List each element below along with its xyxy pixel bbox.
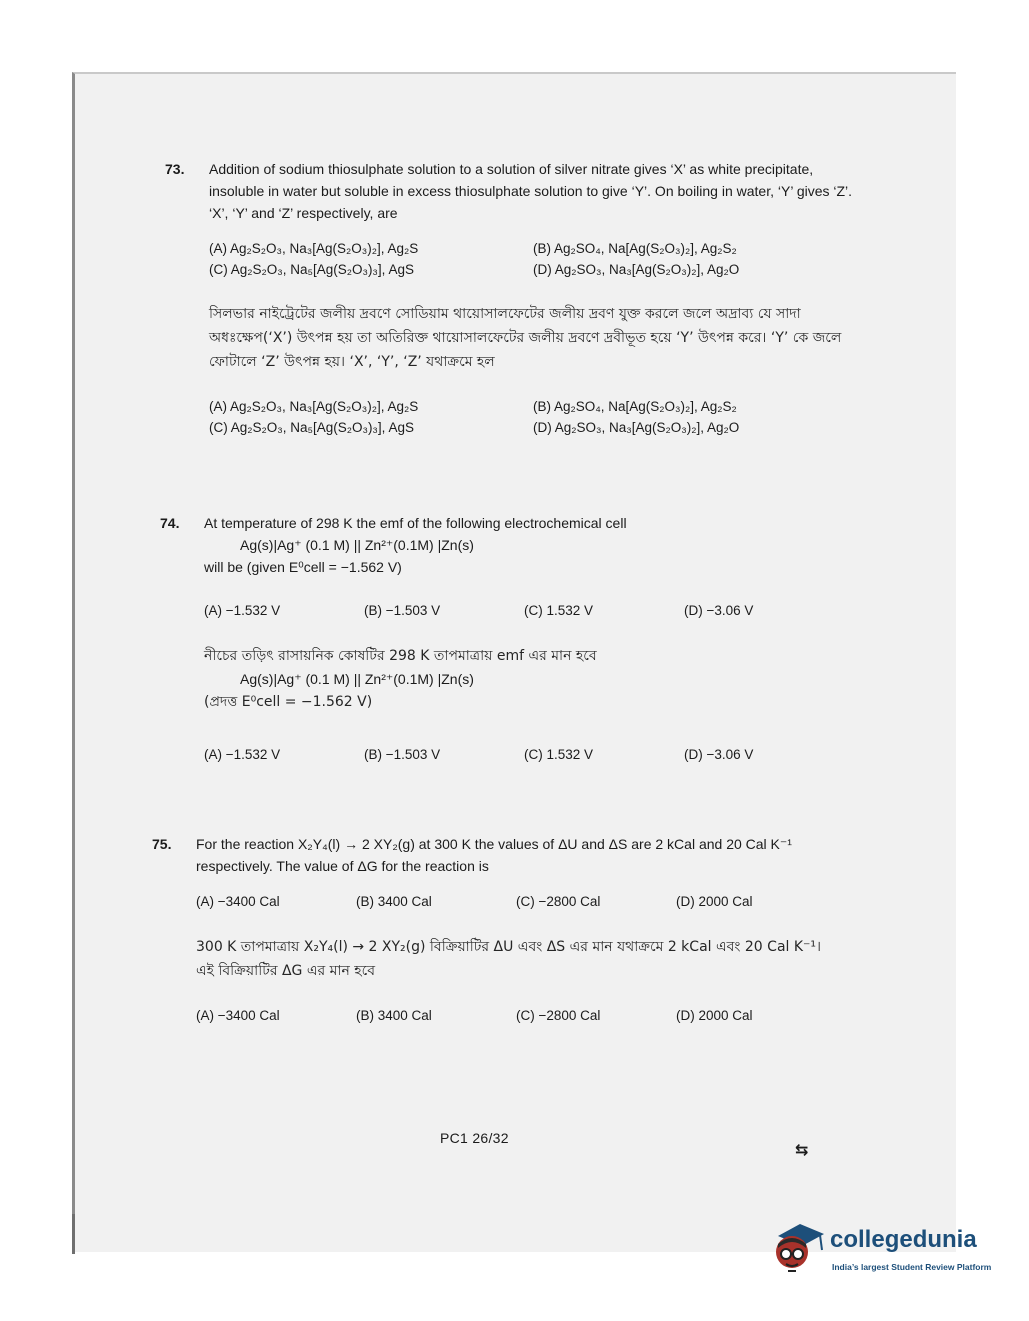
option-b-bn: (B) Ag₂SO₄, Na[Ag(S₂O₃)₂], Ag₂S₂ <box>533 399 737 414</box>
question-stem-en: For the reaction X₂Y₄(l) → 2 XY₂(g) at 300 K the values of ΔU and ΔS are 2 kCal and 20 Cal K⁻¹ respectively. The value of ΔG for the reaction is <box>196 836 792 874</box>
page-fold <box>72 1214 86 1254</box>
question-stem-bn: নীচের তড়িৎ রাসায়নিক কোষটির 298 K তাপমাত্রায় emf এর মান হবে <box>204 648 597 664</box>
question-74 <box>160 512 850 766</box>
question-stem-bn: 300 K তাপমাত্রায় X₂Y₄(l) → 2 XY₂(g) বিক্রিয়াটির ΔU এবং ΔS এর মান যথাক্রমে 2 kCal এবং 20 Cal K⁻¹। এই বিক্রিয়াটির ΔG এর মান হবে <box>196 939 822 979</box>
option-a: (A) −3400 Cal <box>196 894 280 909</box>
option-d-bn: (D) −3.06 V <box>684 747 754 762</box>
question-73 <box>165 158 855 438</box>
option-a-bn: (A) −3400 Cal <box>196 1008 280 1023</box>
options-bn <box>196 1005 842 1027</box>
option-b: (B) −1.503 V <box>364 603 441 618</box>
option-d: (D) −3.06 V <box>684 603 754 618</box>
option-b: (B) 3400 Cal <box>356 894 432 909</box>
option-c: (C) −2800 Cal <box>516 894 601 909</box>
option-c-bn: (C) Ag₂S₂O₃, Na₅[Ag(S₂O₃)₃], AgS <box>209 420 414 435</box>
option-a-bn: (A) Ag₂S₂O₃, Na₃[Ag(S₂O₃)₂], Ag₂S <box>209 399 419 414</box>
options-bn <box>209 396 855 438</box>
brand-logo[interactable] <box>770 1218 1000 1282</box>
option-c-bn: (C) 1.532 V <box>524 747 594 762</box>
page-mark: ⇆ <box>795 1142 809 1159</box>
question-number: 75. <box>152 836 172 852</box>
options-bn <box>204 744 850 766</box>
option-a-bn: (A) −1.532 V <box>204 747 281 762</box>
option-d: (D) Ag₂SO₃, Na₃[Ag(S₂O₃)₂], Ag₂O <box>533 262 740 277</box>
option-b-bn: (B) −1.503 V <box>364 747 441 762</box>
question-stem-en: Addition of sodium thiosulphate solution to a solution of silver nitrate gives ‘X’ as white precipitate, insoluble in water but soluble in excess thiosulphate solution to give ‘Y’. On boiling in water, ‘Y’ gives ‘Z’. ‘X’, ‘Y’ and ‘Z’ respectively, are <box>209 161 853 221</box>
cell-notation: Ag(s)|Ag⁺ (0.1 M) || Zn²⁺(0.1M) |Zn(s) <box>240 537 474 553</box>
question-75 <box>152 833 842 1027</box>
option-d-bn: (D) Ag₂SO₃, Na₃[Ag(S₂O₃)₂], Ag₂O <box>533 420 740 435</box>
given-value-bn: (প্রদত্ত E⁰cell = −1.562 V) <box>204 694 373 710</box>
cell-notation-bn: Ag(s)|Ag⁺ (0.1 M) || Zn²⁺(0.1M) |Zn(s) <box>240 671 474 687</box>
option-d: (D) 2000 Cal <box>676 894 753 909</box>
brand-name: collegedunia <box>830 1226 977 1253</box>
question-number: 73. <box>165 161 185 177</box>
options-en <box>209 238 855 280</box>
option-a: (A) Ag₂S₂O₃, Na₃[Ag(S₂O₃)₂], Ag₂S <box>209 241 419 256</box>
options-en <box>196 891 842 913</box>
option-a: (A) −1.532 V <box>204 603 281 618</box>
option-b-bn: (B) 3400 Cal <box>356 1008 432 1023</box>
option-c-bn: (C) −2800 Cal <box>516 1008 601 1023</box>
question-number: 74. <box>160 515 180 531</box>
question-stem-bn: সিলভার নাইট্রেটের জলীয় দ্রবণে সোডিয়াম থায়োসালফেটের জলীয় দ্রবণ যুক্ত করলে জলে অদ্রাব্য যে সাদা অধঃক্ষেপ(‘X’) উৎপন্ন হয় তা অতিরিক্ত থায়োসালফেটের জলীয় দ্রবণে দ্রবীভূত হয়ে ‘Y’ উৎপন্ন করে। ‘Y’ কে জলে ফোটালে ‘Z’ উৎপন্ন হয়। ‘X’, ‘Y’, ‘Z’ যথাক্রমে হল <box>209 306 842 370</box>
page-code: PC1 26/32 <box>440 1130 509 1146</box>
option-c: (C) 1.532 V <box>524 603 594 618</box>
option-d-bn: (D) 2000 Cal <box>676 1008 753 1023</box>
options-en <box>204 600 850 622</box>
question-stem-en: At temperature of 298 K the emf of the following electrochemical cell <box>204 515 627 531</box>
graduate-icon <box>770 1218 826 1278</box>
given-value: will be (given E⁰cell = −1.562 V) <box>204 559 402 575</box>
brand-tagline: India’s largest Student Review Platform <box>832 1262 992 1272</box>
option-c: (C) Ag₂S₂O₃, Na₅[Ag(S₂O₃)₃], AgS <box>209 262 414 277</box>
option-b: (B) Ag₂SO₄, Na[Ag(S₂O₃)₂], Ag₂S₂ <box>533 241 737 256</box>
